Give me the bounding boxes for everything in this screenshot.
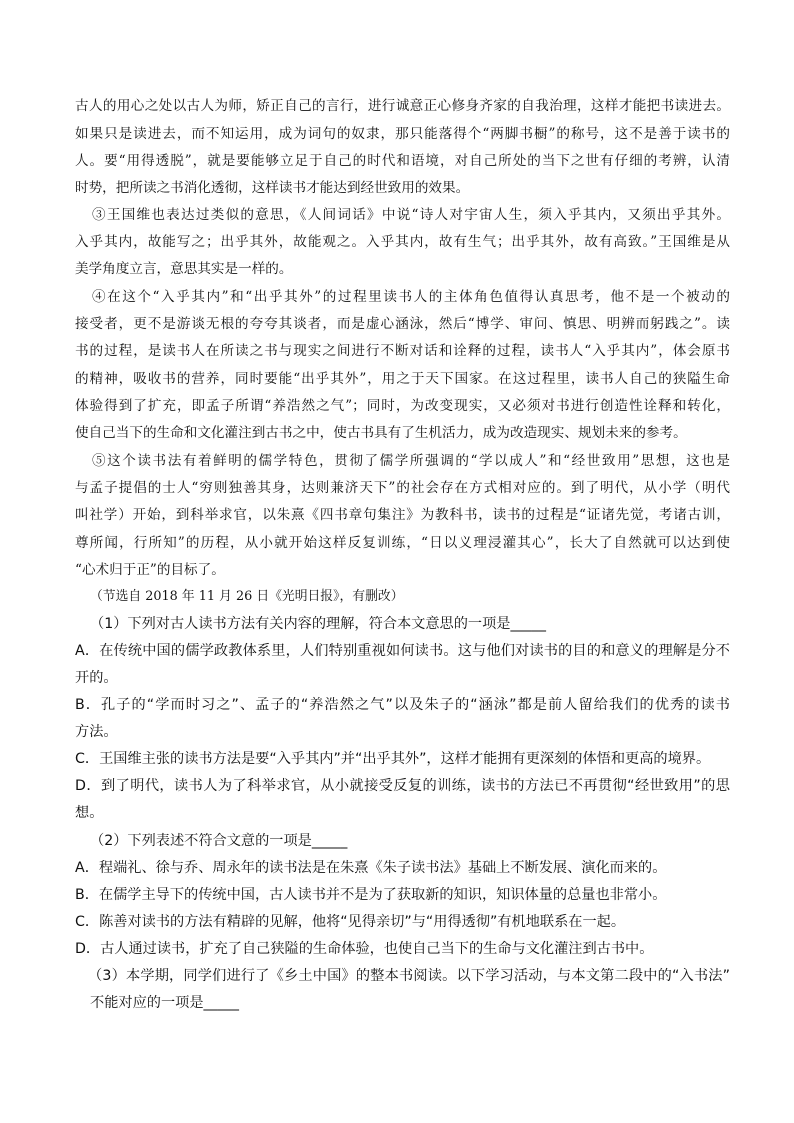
- question-2-option-a: A．程端礼、徐与乔、周永年的读书法是在朱熹《朱子读书法》基础上不断发展、演化而来的。: [75, 860, 667, 876]
- passage-line: 入乎其内，故能写之；出乎其外，故能观之。入乎其内，故有生气；出乎其外，故有高致。”王国维是从: [75, 234, 730, 250]
- question-1-option-a: 开的。: [75, 670, 118, 686]
- passage-line: ④在这个“入乎其内”和“出乎其外”的过程里读书人的主体角色值得认真思考，他不是一个被动的: [92, 289, 730, 305]
- question-1-option-a: A．在传统中国的儒学政教体系里，人们特别重视如何读书。这与他们对读书的目的和意义的理解是分不: [75, 643, 730, 659]
- passage-line: 书的过程，是读书人在所读之书与现实之间进行不断对话和诠释的过程，读书人“入乎其内”，体会原书: [75, 343, 730, 359]
- passage-line: 使自己当下的生命和文化灌注到古书之中，使古书具有了生机活力，成为改造现实、规划未来的参考。: [75, 425, 687, 441]
- passage-line: 人。要“用得透脱”，就是要能够立足于自己的时代和语境，对自己所处的当下之世有仔细的考辨，认清: [75, 153, 730, 169]
- passage-line: 体验得到了扩充，即孟子所谓“养浩然之气”；同时，为改变现实，又必须对书进行创造性诠释和转化，: [75, 398, 730, 414]
- question-2-option-d: D．古人通过读书，扩充了自己狭隘的生命体验，也使自己当下的生命与文化灌注到古书中。: [75, 941, 654, 957]
- passage-line: ③王国维也表达过类似的意思，《人间词话》中说“诗人对宇宙人生，须入乎其内，又须出乎其外。: [92, 207, 730, 223]
- passage-line: 如果只是读进去，而不知运用，成为词句的奴隶，那只能落得个“两脚书橱”的称号，这不是善于读书的: [75, 126, 730, 142]
- passage-line: 与孟子提倡的士人“穷则独善其身，达则兼济天下”的社会存在方式相对应的。到了明代，从小学（明代: [75, 480, 730, 496]
- question-2-stem: （2）下列表述不符合文意的一项是_____: [90, 833, 348, 849]
- question-1-option-d: 想。: [75, 805, 104, 821]
- passage-line: 尊所闻，行所知”的历程，从小就开始这样反复训练，“日以义理浸灌其心”，长大了自然就可以达到使: [75, 535, 730, 551]
- passage-line: 古人的用心之处以古人为师，矫正自己的言行，进行诚意正心修身齐家的自我治理，这样才能把书读进去。: [75, 98, 730, 114]
- passage-line: 接受者，更不是游谈无根的夸夸其谈者，而是虚心涵泳，然后“博学、审问、慎思、明辨而躬践之”。读: [75, 316, 730, 332]
- passage-line: 时势，把所读之书消化透彻，这样读书才能达到经世致用的效果。: [75, 180, 470, 196]
- question-1-option-c: C．王国维主张的读书方法是要“入乎其内”并“出乎其外”，这样才能拥有更深刻的体悟和更高的境界。: [75, 751, 711, 767]
- question-3-stem: 不能对应的一项是_____: [90, 995, 239, 1011]
- question-1-stem: （1）下列对古人读书方法有关内容的理解，符合本文意思的一项是_____: [90, 616, 546, 632]
- source-note: （节选自 2018 年 11 月 26 日《光明日报》，有删改）: [90, 589, 404, 604]
- passage-line: 美学角度立言，意思其实是一样的。: [75, 261, 293, 277]
- passage-line: 叫社学）开始，到科举求官，以朱熹《四书章句集注》为教科书，读书的过程是“证诸先觉，考诸古训，: [75, 507, 730, 523]
- passage-line: 的精神，吸收书的营养，同时要能“出乎其外”，用之于天下国家。在这过程里，读书人自己的狭隘生命: [75, 371, 730, 387]
- question-1-option-b: 方法。: [75, 724, 118, 740]
- passage-line: “心术归于正”的目标了。: [75, 562, 225, 578]
- question-3-stem: （3）本学期，同学们进行了《乡土中国》的整本书阅读。以下学习活动，与本文第二段中的“入书法”: [88, 968, 730, 984]
- question-1-option-b: B．孔子的“学而时习之”、孟子的“养浩然之气”以及朱子的“涵泳”都是前人留给我们的优秀的读书: [75, 697, 730, 713]
- passage-line: ⑤这个读书法有着鲜明的儒学特色，贯彻了儒学所强调的“学以成人”和“经世致用”思想，这也是: [92, 453, 730, 469]
- question-1-option-d: D．到了明代，读书人为了科举求官，从小就接受反复的训练，读书的方法已不再贯彻“经世致用”的思: [75, 778, 730, 794]
- question-2-option-c: C．陈善对读书的方法有精辟的见解，他将“见得亲切”与“用得透彻”有机地联系在一起。: [75, 914, 626, 930]
- question-2-option-b: B．在儒学主导下的传统中国，古人读书并不是为了获取新的知识，知识体量的总量也非常小。: [75, 887, 667, 903]
